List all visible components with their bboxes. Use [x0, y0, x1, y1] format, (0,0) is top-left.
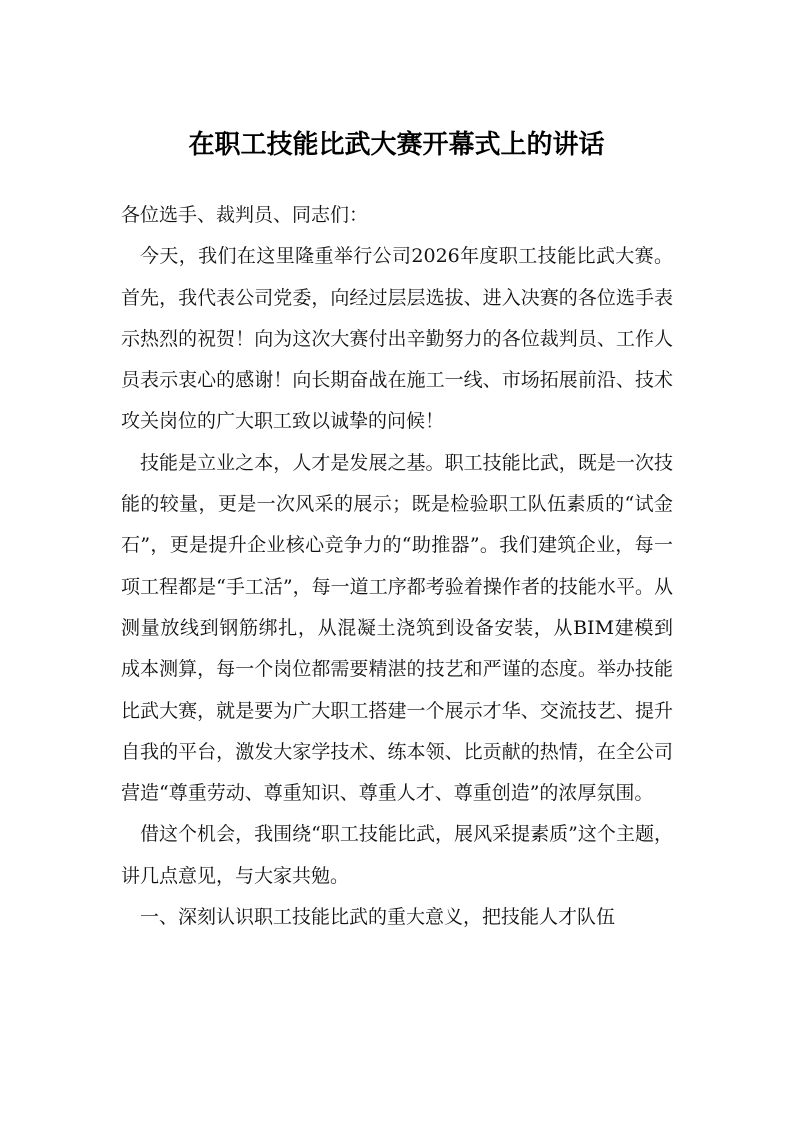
significance-paragraph: 技能是立业之本，人才是发展之基。职工技能比武，既是一次技能的较量，更是一次风采的展示；既是检验职工队伍素质的“试金石”，更是提升企业核心竞争力的“助推器”。我们建筑企业，每一项工程都是“手工活”，每一道工序都考验着操作者的技能水平。从测量放线到钢筋绑扎，从混凝土浇筑到设备安装，从BIM建模到成本测算，每一个岗位都需要精湛的技艺和严谨的态度。举办技能比武大赛，就是要为广大职工搭建一个展示才华、交流技艺、提升自我的平台，激发大家学技术、练本领、比贡献的热情，在全公司营造“尊重劳动、尊重知识、尊重人才、尊重创造”的浓厚氛围。 — [121, 451, 673, 805]
theme-paragraph: 借这个机会，我围绕“职工技能比武，展风采提素质”这个主题，讲几点意见，与大家共勉。 — [121, 823, 673, 887]
salutation-paragraph: 各位选手、裁判员、同志们： — [121, 204, 369, 226]
opening-paragraph: 今天，我们在这里隆重举行公司2026年度职工技能比武大赛。首先，我代表公司党委，向经过层层选拔、进入决赛的各位选手表示热烈的祝贺！向为这次大赛付出辛勤努力的各位裁判员、工作人员表示衷心的感谢！向长期奋战在施工一线、市场拓展前沿、技术攻关岗位的广大职工致以诚挚的问候！ — [121, 245, 673, 433]
document-body — [121, 195, 673, 938]
document-title: 在职工技能比武大赛开幕式上的讲话 — [188, 130, 605, 160]
section-heading-paragraph: 一、深刻认识职工技能比武的重大意义，把技能人才队伍 — [140, 906, 616, 929]
